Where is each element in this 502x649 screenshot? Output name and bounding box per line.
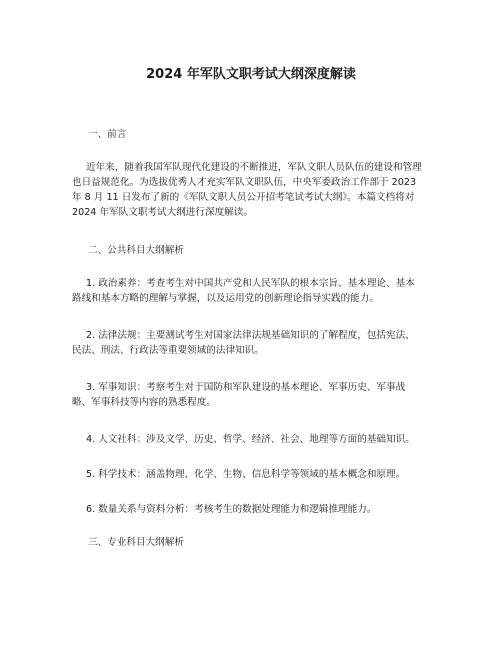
paragraph-line: 2. 法律法规：主要测试考生对国家法律法规基础知识的了解程度，包括宪法、 — [86, 330, 415, 341]
paragraph-quantitative-analysis — [72, 502, 444, 517]
paragraph-humanities — [72, 432, 444, 447]
paragraph-line: 6. 数量关系与资料分析：考核考生的数据处理能力和逻辑推理能力。 — [86, 504, 377, 515]
paragraph-laws-regulations — [72, 328, 444, 358]
paragraph-line: 路线和基本方略的理解与掌握，以及运用党的创新理论指导实践的能力。 — [72, 293, 379, 304]
paragraph-line: 近年来，随着我国军队现代化建设的不断推进，军队文职人员队伍的建设和管理 — [86, 162, 422, 173]
paragraph-line: 5. 科学技术：涵盖物理、化学、生物、信息科学等领域的基本概念和原理。 — [86, 469, 406, 480]
paragraph-political-literacy — [72, 276, 444, 306]
section-heading-preface: 一、前言 — [88, 129, 127, 140]
paragraph-line: 年 8 月 11 日发布了新的《军队文职人员公开招考笔试考试大纲》。本篇文档将对 — [72, 192, 415, 203]
paragraph-line: 2024 年军队文职考试大纲进行深度解读。 — [72, 207, 253, 218]
paragraph-line: 4. 人文社科：涉及文学、历史、哲学、经济、社会、地理等方面的基础知识。 — [86, 434, 415, 445]
paragraph-line: 1. 政治素养：考查考生对中国共产党和人民军队的根本宗旨、基本理论、基本 — [86, 278, 415, 289]
section-heading-professional-subjects: 三、专业科目大纲解析 — [88, 537, 184, 548]
paragraph-line: 3. 军事知识：考察考生对于国防和军队建设的基本理论、军事历史、军事战 — [86, 382, 406, 393]
paragraph-military-knowledge — [72, 380, 444, 410]
paragraph-science-technology — [72, 467, 444, 482]
paragraph-line: 民法、刑法、行政法等重要领域的法律知识。 — [72, 345, 264, 356]
paragraph-line: 也日益规范化。为选拔优秀人才充实军队文职队伍，中央军委政治工作部于 2023 — [72, 177, 417, 188]
paragraph-line: 略、军事科技等内容的熟悉程度。 — [72, 397, 216, 408]
section-heading-public-subjects: 二、公共科目大纲解析 — [88, 245, 184, 256]
document-title: 2024 年军队文职考试大纲深度解读 — [146, 67, 356, 82]
paragraph-preface — [72, 160, 444, 220]
